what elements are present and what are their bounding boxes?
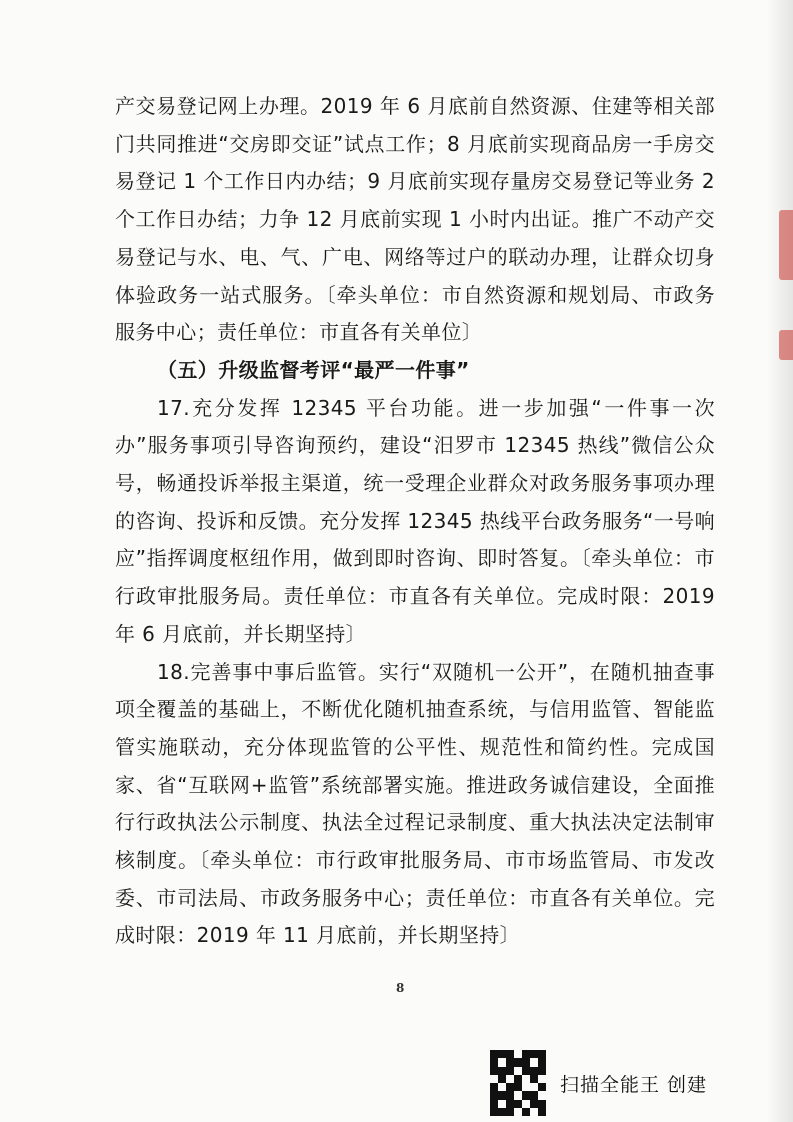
watermark-text: 扫描全能王 创建 [560, 1073, 708, 1096]
paragraph-continued: 产交易登记网上办理。2019 年 6 月底前自然资源、住建等相关部门共同推进“交房即交证”试点工作；8 月底前实现商品房一手房交易登记 1 个工作日内办结；9 月底前实现存量房交易登记等业务 2 个工作日办结；力争 12 月底前实现 1 小时内出证。推广不动产交易登记与水、电、气、广电、网络等过户的联动办理，让群众切身体验政务一站式服务。〔牵头单位：市自然资源和规划局、市政务服务中心；责任单位：市直各有关单位〕 [115, 94, 715, 345]
paragraph-item-17: 17.充分发挥 12345 平台功能。进一步加强“一件事一次办”服务事项引导咨询预约，建设“汨罗市 12345 热线”微信公众号，畅通投诉举报主渠道，统一受理企业群众对政务服务事项办理的咨询、投诉和反馈。充分发挥 12345 热线平台政务服务“一号响应”指挥调度枢纽作用，做到即时咨询、即时答复。〔牵头单位：市行政审批服务局。责任单位：市直各有关单位。完成时限：2019 年 6 月底前，并长期坚持〕 [115, 395, 715, 646]
scanner-watermark [490, 1050, 707, 1116]
section-heading: （五）升级监督考评“最严一件事” [157, 357, 470, 382]
page-edge-shadow [767, 0, 793, 1122]
edge-red-mark [779, 210, 793, 280]
page-number: 8 [396, 981, 405, 995]
edge-red-mark [779, 330, 793, 360]
paragraph-item-18: 18.完善事中事后监管。实行“双随机一公开”，在随机抽查事项全覆盖的基础上，不断优化随机抽查系统，与信用监管、智能监管实施联动，充分体现监管的公平性、规范性和简约性。完成国家、省“互联网+监管”系统部署实施。推进政务诚信建设，全面推行行政执法公示制度、执法全过程记录制度、重大执法决定法制审核制度。〔牵头单位：市行政审批服务局、市市场监管局、市发改委、市司法局、市政务服务中心；责任单位：市直各有关单位。完成时限：2019 年 11 月底前，并长期坚持〕 [115, 659, 715, 948]
document-body [115, 88, 715, 955]
qr-code-icon [490, 1050, 546, 1116]
